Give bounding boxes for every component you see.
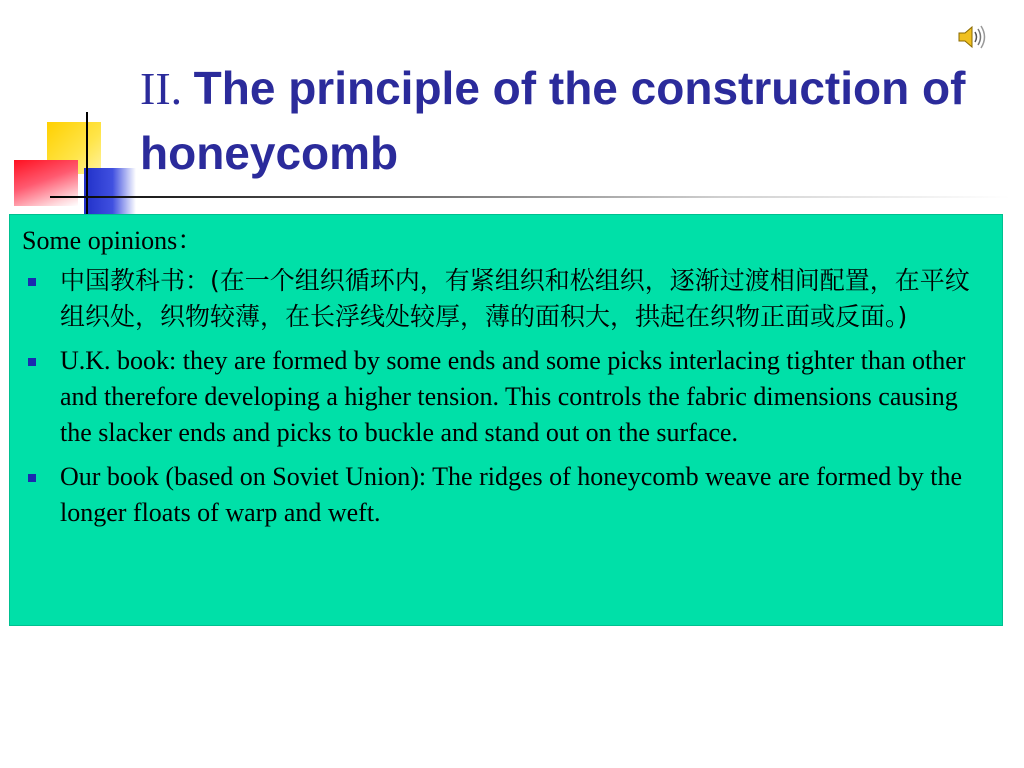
decor-vertical-line — [86, 112, 88, 216]
bullet-text: 中国教科书：(在一个组织循环内，有紧组织和松组织，逐渐过渡相间配置，在平纹组织处，织物较薄，在长浮线处较厚，薄的面积大，拱起在织物正面或反面。) — [60, 266, 970, 331]
bullet-item-uk-book — [22, 343, 988, 451]
speaker-icon[interactable] — [956, 22, 990, 52]
bullet-square-icon — [28, 358, 36, 366]
bullet-square-icon — [28, 474, 36, 482]
title-number: II. — [140, 63, 183, 114]
decor-red-block — [14, 160, 78, 206]
bullet-text: Our book (based on Soviet Union): The ridges of honeycomb weave are formed by the longer floats of warp and weft. — [60, 462, 963, 527]
bullet-square-icon — [28, 278, 36, 286]
decor-horizontal-line — [50, 196, 1010, 198]
bullet-item-our-book — [22, 459, 988, 531]
decor-blue-block — [84, 168, 136, 214]
content-box — [9, 214, 1003, 626]
title-text: The principle of the construction of honeycomb — [140, 62, 966, 179]
bullet-list — [22, 263, 988, 531]
intro-text: Some opinions： — [22, 226, 204, 255]
slide-title — [140, 56, 1000, 186]
bullet-text: U.K. book: they are formed by some ends and some picks interlacing tighter than other and therefore developing a higher tension. This controls the fabric dimensions causing the slacker ends and picks to buckle and stand out on the surface. — [60, 346, 966, 447]
bullet-item-cn-textbook — [22, 263, 988, 335]
